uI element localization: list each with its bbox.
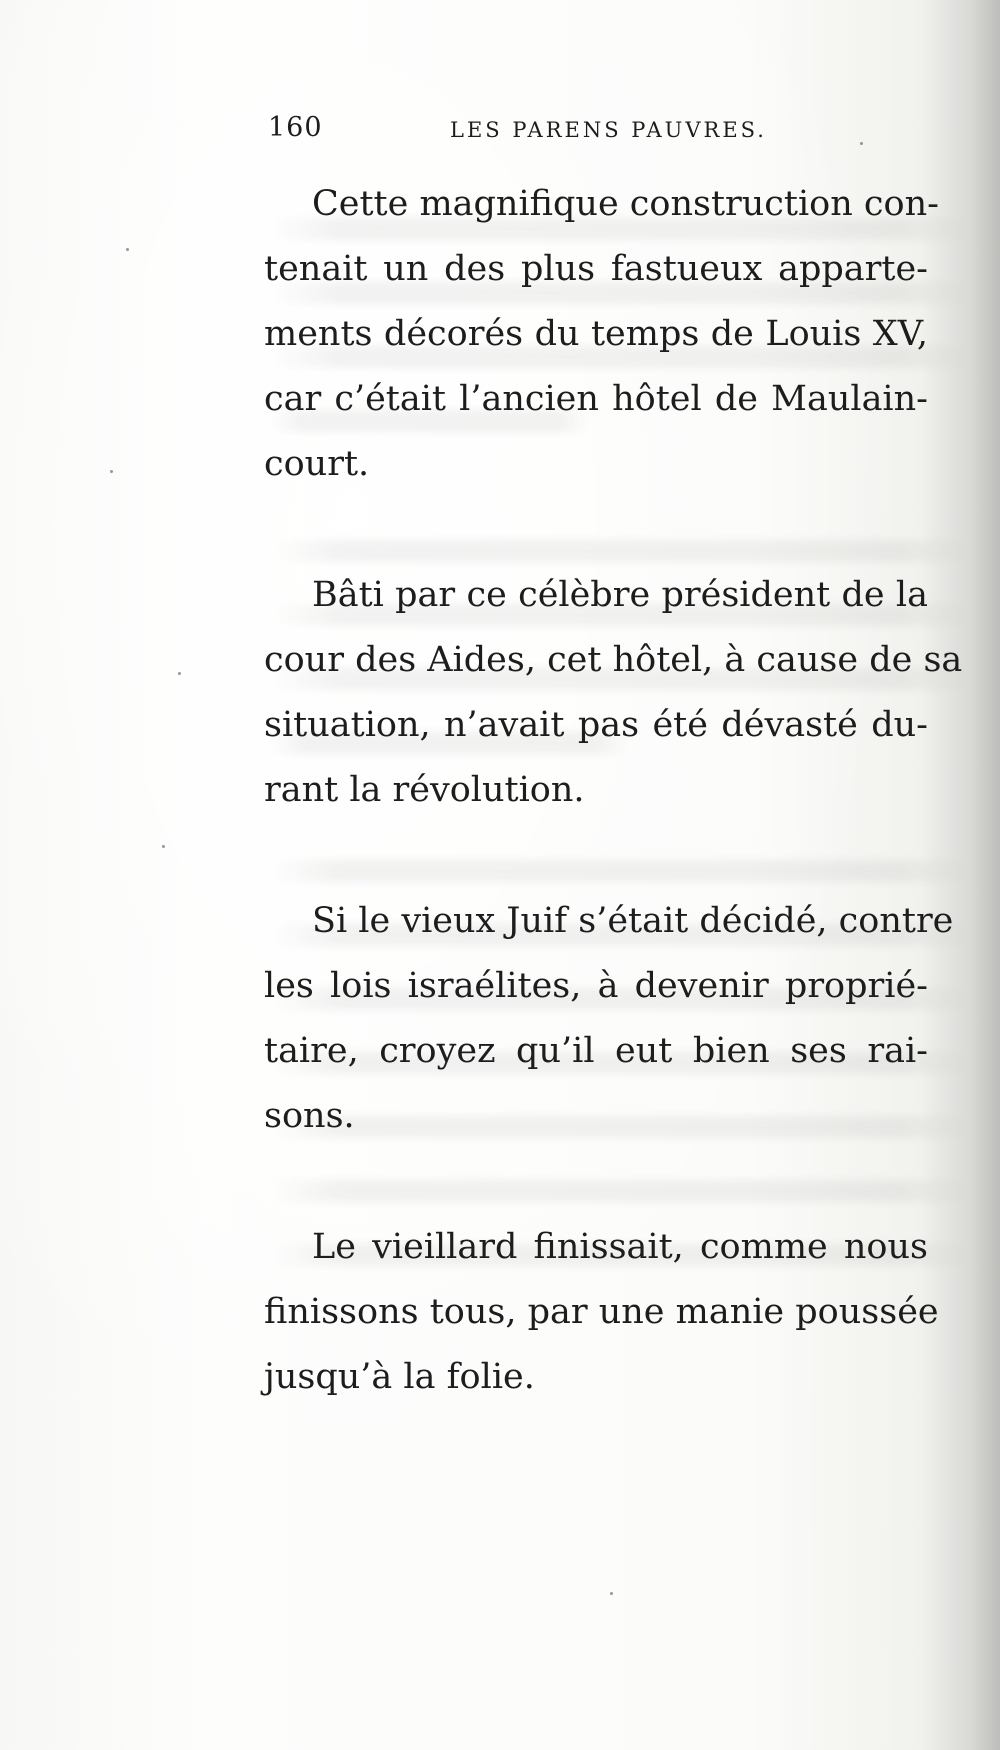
text-line: court. xyxy=(264,444,370,484)
body-text xyxy=(264,172,963,1476)
text-line: Le vieillard finissait, comme nous xyxy=(312,1227,928,1267)
text-line: ments décorés du temps de Louis XV, xyxy=(264,314,928,354)
running-header xyxy=(268,112,928,152)
text-line: jusqu’à la folie. xyxy=(264,1357,535,1397)
text-line: tenait un des plus fastueux apparte- xyxy=(264,249,928,289)
text-line: sons. xyxy=(264,1096,355,1136)
text-line: rant la révolution. xyxy=(264,770,585,810)
text-line: Bâti par ce célèbre président de la xyxy=(312,575,928,615)
paragraph-4 xyxy=(264,1215,939,1410)
page-number: 160 xyxy=(268,112,323,143)
paragraph-2 xyxy=(264,563,963,823)
paragraph-1 xyxy=(264,172,939,497)
text-line: situation, n’avait pas été dévasté du- xyxy=(264,705,928,745)
text-line: taire, croyez qu’il eut bien ses rai- xyxy=(264,1031,928,1071)
text-line: Si le vieux Juif s’était décidé, contre xyxy=(312,901,954,941)
text-line: finissons tous, par une manie poussée xyxy=(264,1292,939,1332)
paragraph-3 xyxy=(264,889,954,1149)
text-line: les lois israélites, à devenir proprié- xyxy=(264,966,928,1006)
text-line: cour des Aides, cet hôtel, à cause de sa xyxy=(264,640,963,680)
running-title: LES PARENS PAUVRES. xyxy=(450,118,767,142)
text-line: car c’était l’ancien hôtel de Maulain- xyxy=(264,379,928,419)
text-line: Cette magnifique construction con- xyxy=(312,184,939,224)
